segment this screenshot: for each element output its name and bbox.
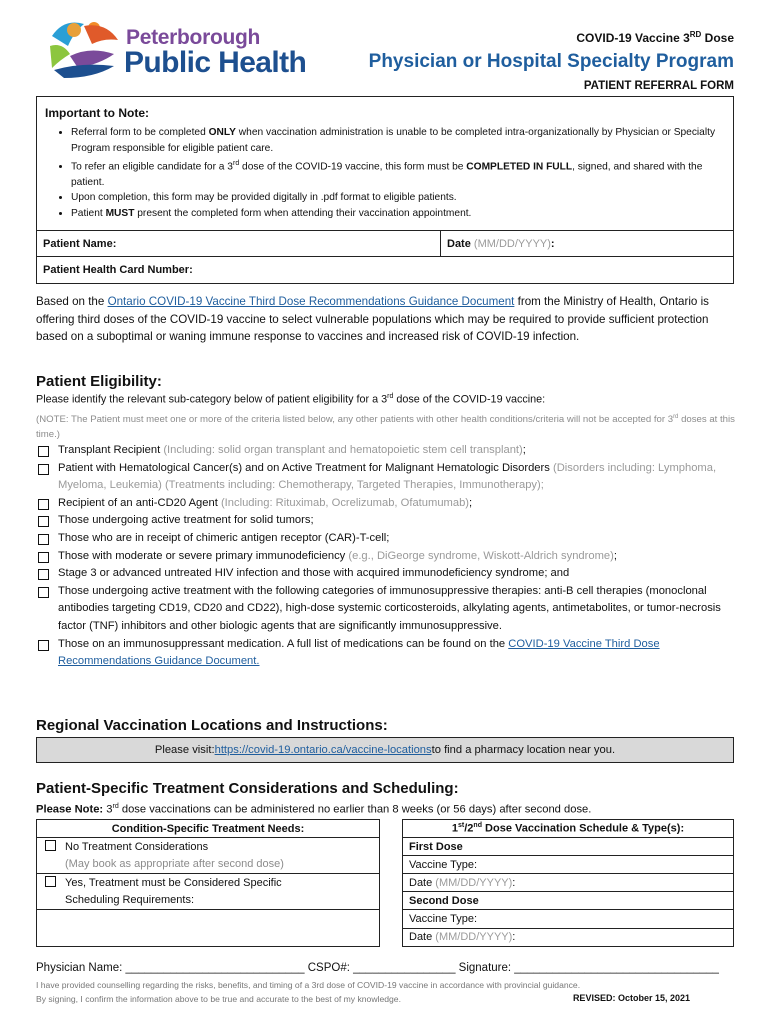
logo-mark-icon xyxy=(44,16,124,82)
eligibility-note: (NOTE: The Patient must meet one or more of the criteria listed below, any other patients with other health conditions/criteria will not be accepted for 3rd doses at this time.) xyxy=(36,414,735,441)
eligibility-item[interactable]: Those who are in receipt of chimeric antigen receptor (CAR)-T-cell; xyxy=(36,530,736,548)
scheduling-table xyxy=(36,819,734,947)
first-dose-vaccine-type[interactable]: Vaccine Type: xyxy=(403,856,734,874)
checkbox[interactable] xyxy=(38,464,49,475)
regional-title: Regional Vaccination Locations and Instructions: xyxy=(36,717,388,734)
vaccine-locations-link[interactable]: https://covid-19.ontario.ca/vaccine-locations xyxy=(214,744,432,756)
bullet-2: • To refer an eligible candidate for a 3rd dose of the COVID-19 vaccine, this form must be COMPLETED IN FULL, signed, and shared with the patient. xyxy=(71,156,723,190)
eligibility-checklist xyxy=(36,442,736,671)
right-header: 1st/2nd Dose Vaccination Schedule & Type(s): xyxy=(403,820,734,838)
option-yes-treatment-l2: Scheduling Requirements: xyxy=(37,892,380,910)
eligibility-item[interactable]: Recipient of an anti-CD20 Agent (Including: Rituximab, Ocrelizumab, Ofatumumab); xyxy=(36,495,736,513)
checkbox[interactable] xyxy=(45,876,56,887)
checkbox[interactable] xyxy=(38,569,49,580)
second-dose-date[interactable]: Date (MM/DD/YYYY): xyxy=(403,928,734,947)
eligibility-instruction: Please identify the relevant sub-category below of patient eligibility for a 3rd dose of the COVID-19 vaccine: xyxy=(36,393,546,406)
guidance-document-link[interactable]: Ontario COVID-19 Vaccine Third Dose Recommendations Guidance Document xyxy=(107,295,515,308)
health-card-label: Patient Health Card Number: xyxy=(43,264,193,276)
visit-bar: Please visit: https://covid-19.ontario.ca/vaccine-locations to find a pharmacy location near you. xyxy=(36,737,734,763)
eligibility-title: Patient Eligibility: xyxy=(36,373,162,390)
patient-name-field[interactable] xyxy=(36,230,441,257)
intro-paragraph: Based on the Ontario COVID-19 Vaccine Third Dose Recommendations Guidance Document from the Ministry of Health, Ontario is offering third doses of the COVID-19 vaccine to select vulnerable populations which may be required to provide sufficient protection based on a suboptimal or waning immune response to vaccines and increased risk of COVID-19 infection. xyxy=(36,295,709,343)
form-name: PATIENT REFERRAL FORM xyxy=(583,80,734,92)
eligibility-item[interactable]: Transplant Recipient (Including: solid organ transplant and hematopoietic stem cell transplant); xyxy=(36,442,736,460)
checkbox[interactable] xyxy=(38,499,49,510)
bullet-3: • Upon completion, this form may be provided digitally in .pdf format to eligible patients. xyxy=(71,190,723,206)
checkbox[interactable] xyxy=(38,534,49,545)
first-dose-date[interactable]: Date (MM/DD/YYYY): xyxy=(403,874,734,892)
checkbox[interactable] xyxy=(45,840,56,851)
date-hint: (MM/DD/YYYY) xyxy=(473,237,551,250)
dose-title: COVID-19 Vaccine 3RD Dose xyxy=(576,30,734,45)
treatment-notes-area[interactable] xyxy=(37,910,380,947)
eligibility-item[interactable]: Patient with Hematological Cancer(s) and on Active Treatment for Malignant Hematologic Disorders (Disorders including: Lymphoma, Myeloma, Leukemia) (Treatments including: Chemotherapy, Targeted Therapies, Immunotherapy); xyxy=(36,460,736,495)
checkbox[interactable] xyxy=(38,516,49,527)
second-dose-vaccine-type[interactable]: Vaccine Type: xyxy=(403,910,734,929)
eligibility-item[interactable]: Stage 3 or advanced untreated HIV infection and those with acquired immunodeficiency syndrome; and xyxy=(36,565,736,583)
bullet-1: • Referral form to be completed ONLY when vaccination administration is unable to be completed intra-organizationally by Physician or Specialty Program responsible for eligible patient care. xyxy=(71,125,723,156)
program-title: Physician or Hospital Specialty Program xyxy=(368,51,734,72)
checkbox[interactable] xyxy=(38,587,49,598)
eligibility-item[interactable]: Those with moderate or severe primary immunodeficiency (e.g., DiGeorge syndrome, Wiskott-Aldrich syndrome); xyxy=(36,548,736,566)
bullet-4: • Patient MUST present the completed form when attending their vaccination appointment. xyxy=(71,206,723,222)
checkbox[interactable] xyxy=(38,640,49,651)
important-bullets xyxy=(45,125,723,221)
eligibility-item[interactable]: Those on an immunosuppressant medication. A full list of medications can be found on the COVID-19 Vaccine Third Dose Recommendations Guidance Document. xyxy=(36,636,736,671)
checkbox[interactable] xyxy=(38,552,49,563)
second-dose-label: Second Dose xyxy=(403,892,734,910)
option-no-treatment-hint: (May book as appropriate after second dose) xyxy=(37,856,380,874)
option-yes-treatment[interactable]: Yes, Treatment must be Considered Specific xyxy=(37,874,380,892)
logo-text-peterborough: Peterborough xyxy=(126,26,261,49)
scheduling-note: Please Note: 3rd dose vaccinations can be administered no earlier than 8 weeks (or 56 days) after second dose. xyxy=(36,803,592,816)
checkbox[interactable] xyxy=(38,446,49,457)
physician-signature-line[interactable]: Physician Name: ____________________________ CSPO#: ________________ Signature: ________________________________ xyxy=(36,962,719,974)
date-label: Date xyxy=(447,237,471,250)
option-no-treatment[interactable]: No Treatment Considerations xyxy=(37,838,380,856)
scheduling-title: Patient-Specific Treatment Considerations and Scheduling: xyxy=(36,780,459,797)
eligibility-item[interactable]: Those undergoing active treatment with the following categories of immunosuppressive therapies: anti-B cell therapies (monoclonal antibodies targeting CD19, CD20 and CD22), high-dose systemic corticosteroids, alkylating agents, antimetabolites, or tumor-necrosis factor (TNF) inhibitors and other biologic agents that are significantly immunosuppressive. xyxy=(36,583,736,636)
left-header: Condition-Specific Treatment Needs: xyxy=(37,820,380,838)
patient-name-label: Patient Name: xyxy=(43,237,117,250)
revised-date: REVISED: October 15, 2021 xyxy=(572,993,690,1003)
guidance-document-link-2[interactable]: COVID-19 Vaccine Third Dose Recommendations Guidance Document. xyxy=(58,637,660,668)
health-card-field[interactable] xyxy=(36,256,734,284)
logo-text-public-health: Public Health xyxy=(124,46,307,79)
consent-line-1: I have provided counselling regarding the risks, benefits, and timing of a 3rd dose of COVID-19 vaccine in accordance with provincial guidance. xyxy=(36,980,581,990)
consent-line-2: By signing, I confirm the information above to be true and accurate to the best of my knowledge. xyxy=(36,994,401,1004)
eligibility-item[interactable]: Those undergoing active treatment for solid tumors; xyxy=(36,512,736,530)
important-title: Important to Note: xyxy=(45,106,149,120)
first-dose-label: First Dose xyxy=(403,838,734,856)
patient-date-field[interactable]: Date (MM/DD/YYYY) : xyxy=(440,230,734,257)
important-note-box xyxy=(36,96,734,231)
